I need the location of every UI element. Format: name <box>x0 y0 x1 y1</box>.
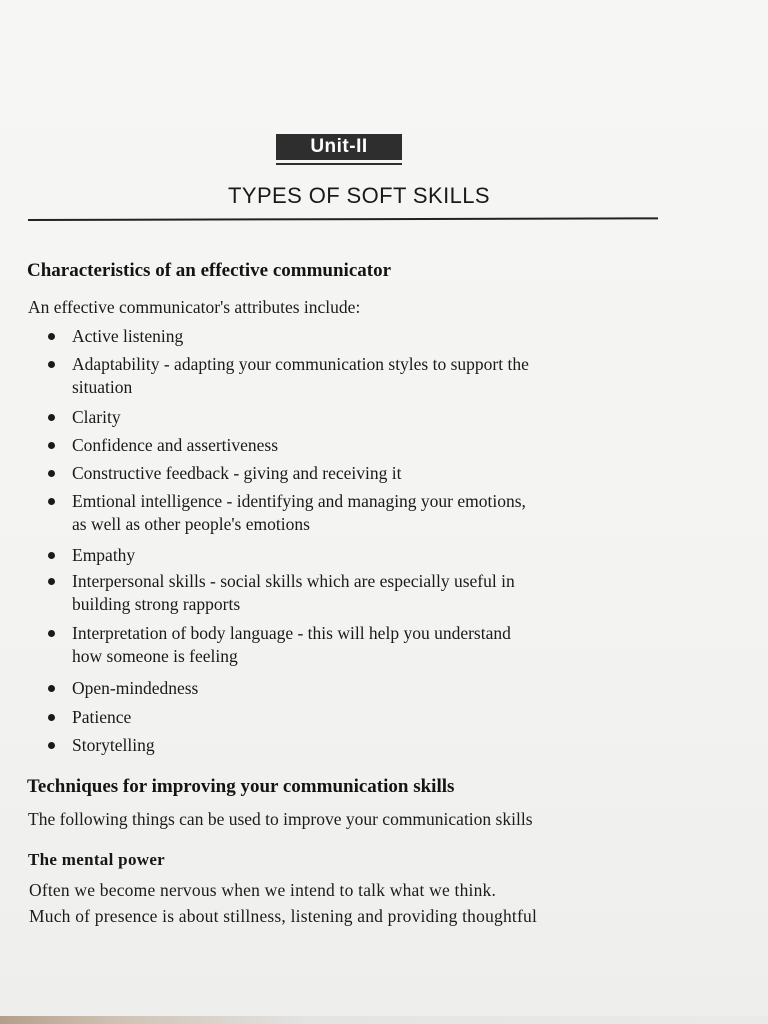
list-item-text: how someone is feeling <box>72 646 238 666</box>
section-heading-characteristics: Characteristics of an effective communicator <box>27 260 392 281</box>
list-item-text: Patience <box>72 707 132 727</box>
bullet-icon <box>48 470 55 477</box>
section-heading-techniques: Techniques for improving your communication skills <box>27 776 455 797</box>
page-title: TYPES OF SOFT SKILLS <box>228 183 490 208</box>
unit-badge-underline <box>276 163 402 165</box>
bullet-icon <box>48 714 55 721</box>
list-item-text: Confidence and assertiveness <box>72 435 279 455</box>
bullet-icon <box>48 630 55 637</box>
bullet-icon <box>48 578 55 585</box>
section-intro-attributes: An effective communicator's attributes include: <box>28 297 361 317</box>
subheading-mental-power: The mental power <box>28 850 166 869</box>
list-item-text: Empathy <box>72 545 136 565</box>
bullet-icon <box>48 498 55 505</box>
list-item-text: Emtional intelligence - identifying and managing your emotions, <box>72 491 526 511</box>
list-item-text: Interpersonal skills - social skills which are especially useful in <box>72 571 515 591</box>
title-divider <box>28 217 658 221</box>
bullet-icon <box>48 361 55 368</box>
list-item-text: building strong rapports <box>72 594 241 614</box>
list-item-text: Constructive feedback - giving and receiving it <box>72 463 402 483</box>
bullet-icon <box>48 552 55 559</box>
list-item-text: Clarity <box>72 407 121 427</box>
list-item-text: Active listening <box>72 326 184 346</box>
list-item-text: situation <box>72 377 133 397</box>
unit-badge: Unit-II <box>276 134 402 160</box>
bullet-icon <box>48 742 55 749</box>
list-item-text: Storytelling <box>72 735 155 755</box>
list-item-text: Interpretation of body language - this will help you understand <box>72 623 511 643</box>
bullet-icon <box>48 414 55 421</box>
page-edge-shadow <box>0 1016 768 1024</box>
bullet-icon <box>48 685 55 692</box>
section-intro-techniques: The following things can be used to improve your communication skills <box>28 809 533 829</box>
bullet-icon <box>48 442 55 449</box>
list-item-text: as well as other people's emotions <box>72 514 310 534</box>
list-item-text: Open-mindedness <box>72 678 199 698</box>
bullet-icon <box>48 333 55 340</box>
list-item-text: Adaptability - adapting your communication styles to support the <box>72 354 529 374</box>
paragraph-line: Much of presence is about stillness, listening and providing thoughtful <box>29 906 538 926</box>
paragraph-line: Often we become nervous when we intend to talk what we think. <box>29 880 497 900</box>
